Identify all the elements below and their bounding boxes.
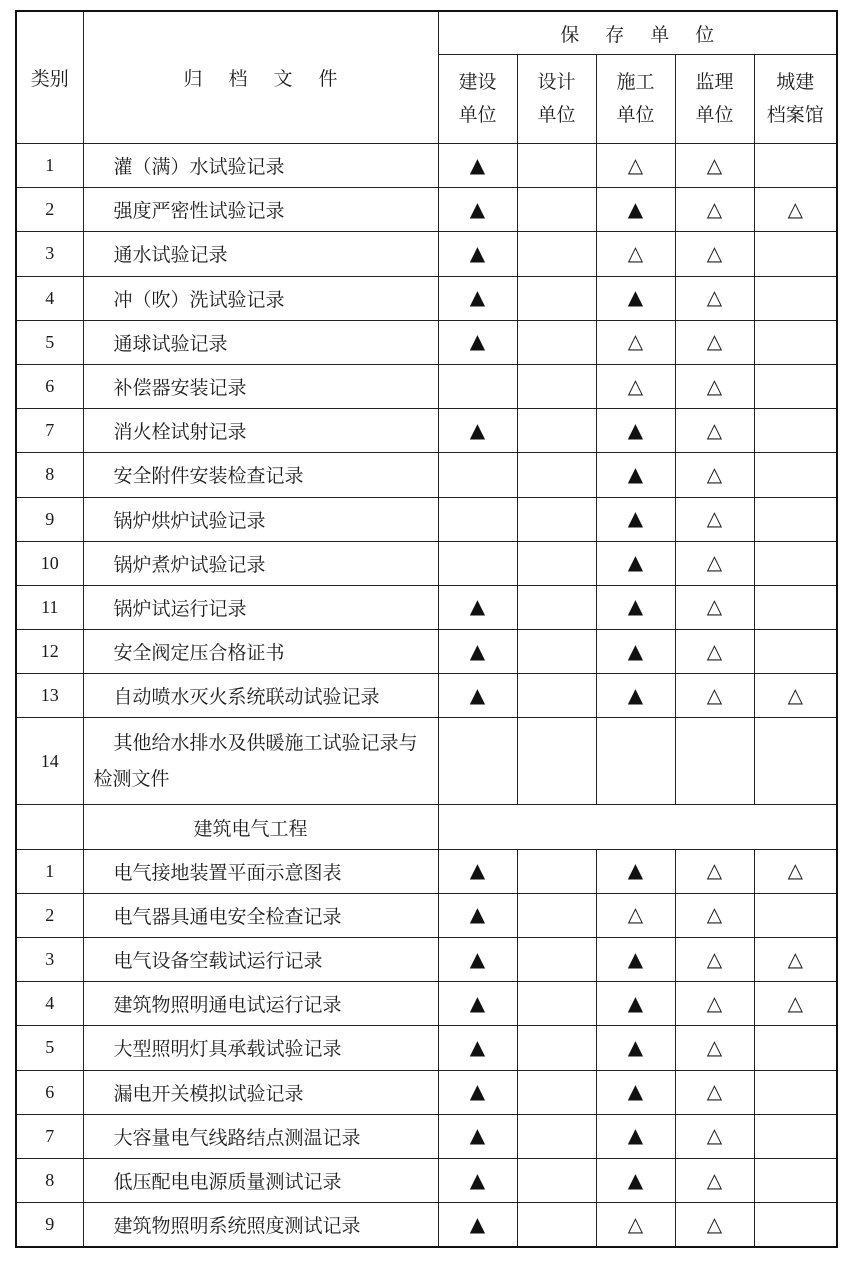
document-name: 冲（吹）洗试验记录 [83, 276, 438, 320]
mark-cell [754, 144, 837, 188]
row-number: 1 [16, 144, 83, 188]
mark-cell [675, 364, 754, 408]
document-name: 安全阀定压合格证书 [83, 630, 438, 674]
row-number: 4 [16, 982, 83, 1026]
table-row [16, 144, 837, 188]
unit-header-line1: 设计 [537, 71, 576, 93]
filled-triangle-icon: ▲ [627, 990, 644, 1015]
document-name: 补偿器安装记录 [83, 364, 438, 408]
row-number: 2 [16, 188, 83, 232]
hollow-triangle-icon: △ [706, 550, 723, 575]
hollow-triangle-icon: △ [787, 196, 803, 221]
filled-triangle-icon: ▲ [469, 682, 486, 707]
mark-cell [438, 409, 517, 453]
mark-cell [675, 453, 754, 497]
mark-cell [438, 938, 517, 982]
mark-cell [596, 982, 675, 1026]
mark-cell [596, 718, 675, 805]
mark-cell [596, 453, 675, 497]
table-row [16, 718, 837, 805]
mark-cell [517, 188, 596, 232]
mark-cell [754, 364, 837, 408]
filled-triangle-icon: ▲ [469, 329, 486, 354]
filled-triangle-icon: ▲ [627, 417, 644, 442]
mark-cell [517, 364, 596, 408]
filled-triangle-icon: ▲ [627, 946, 644, 971]
filled-triangle-icon: ▲ [469, 152, 486, 177]
filled-triangle-icon: ▲ [469, 858, 486, 883]
mark-cell [675, 232, 754, 276]
mark-cell [596, 188, 675, 232]
table-row [16, 630, 837, 674]
mark-cell [596, 541, 675, 585]
mark-cell [517, 320, 596, 364]
mark-cell [438, 1158, 517, 1202]
hollow-triangle-icon: △ [706, 1079, 723, 1104]
row-number: 13 [16, 674, 83, 718]
mark-cell [675, 1203, 754, 1248]
mark-cell [754, 409, 837, 453]
table-row [16, 1158, 837, 1202]
hollow-triangle-icon: △ [787, 682, 803, 707]
mark-cell [754, 1026, 837, 1070]
mark-cell [596, 1158, 675, 1202]
hollow-triangle-icon: △ [627, 240, 644, 265]
unit-header-line1: 城建 [776, 71, 815, 93]
mark-cell [675, 1070, 754, 1114]
document-name: 安全附件安装检查记录 [83, 453, 438, 497]
mark-cell [675, 497, 754, 541]
mark-cell [754, 453, 837, 497]
hollow-triangle-icon: △ [627, 329, 644, 354]
table-header [16, 11, 837, 144]
mark-cell [754, 982, 837, 1026]
row-number: 4 [16, 276, 83, 320]
mark-cell [517, 982, 596, 1026]
unit-header-line1: 建设 [458, 71, 497, 93]
unit-header-line2: 单位 [616, 104, 655, 126]
table-row [16, 1114, 837, 1158]
hollow-triangle-icon: △ [706, 990, 723, 1015]
row-number: 5 [16, 320, 83, 364]
mark-cell [754, 674, 837, 718]
filled-triangle-icon: ▲ [627, 858, 644, 883]
document-name: 通球试验记录 [83, 320, 438, 364]
hollow-triangle-icon: △ [627, 373, 644, 398]
unit-header-0 [438, 55, 517, 144]
hollow-triangle-icon: △ [706, 902, 723, 927]
hollow-triangle-icon: △ [627, 902, 644, 927]
mark-cell [596, 585, 675, 629]
table-row [16, 497, 837, 541]
row-number: 1 [16, 849, 83, 893]
table-row [16, 320, 837, 364]
row-number: 9 [16, 497, 83, 541]
mark-cell [517, 893, 596, 937]
document-name: 锅炉烘炉试验记录 [83, 497, 438, 541]
mark-cell [754, 541, 837, 585]
mark-cell [596, 409, 675, 453]
row-number: 6 [16, 1070, 83, 1114]
mark-cell [517, 497, 596, 541]
hollow-triangle-icon: △ [787, 858, 803, 883]
mark-cell [438, 1114, 517, 1158]
mark-cell [517, 1114, 596, 1158]
mark-cell [754, 718, 837, 805]
hollow-triangle-icon: △ [787, 990, 803, 1015]
row-number: 9 [16, 1203, 83, 1248]
hollow-triangle-icon: △ [706, 594, 723, 619]
row-number: 10 [16, 541, 83, 585]
hollow-triangle-icon: △ [706, 152, 723, 177]
mark-cell [675, 1158, 754, 1202]
mark-cell [675, 409, 754, 453]
mark-cell [754, 188, 837, 232]
hollow-triangle-icon: △ [627, 152, 644, 177]
mark-cell [675, 718, 754, 805]
mark-cell [438, 188, 517, 232]
mark-cell [754, 1203, 837, 1248]
row-number: 3 [16, 938, 83, 982]
table-row [16, 585, 837, 629]
mark-cell [517, 849, 596, 893]
table-row [16, 541, 837, 585]
mark-cell [438, 982, 517, 1026]
mark-cell [517, 1158, 596, 1202]
mark-cell [754, 849, 837, 893]
mark-cell [438, 320, 517, 364]
mark-cell [754, 893, 837, 937]
hollow-triangle-icon: △ [706, 638, 723, 663]
mark-cell [596, 849, 675, 893]
mark-cell [754, 320, 837, 364]
mark-cell [517, 409, 596, 453]
mark-cell [517, 938, 596, 982]
document-header: 归档文件 [83, 11, 438, 144]
hollow-triangle-icon: △ [706, 858, 723, 883]
filled-triangle-icon: ▲ [469, 1079, 486, 1104]
table-row [16, 188, 837, 232]
row-number: 14 [16, 718, 83, 805]
mark-cell [517, 1203, 596, 1248]
hollow-triangle-icon: △ [706, 285, 723, 310]
mark-cell [596, 320, 675, 364]
mark-cell [596, 276, 675, 320]
filled-triangle-icon: ▲ [627, 1034, 644, 1059]
row-number: 7 [16, 1114, 83, 1158]
document-name: 锅炉试运行记录 [83, 585, 438, 629]
table-row [16, 849, 837, 893]
mark-cell [438, 497, 517, 541]
filled-triangle-icon: ▲ [627, 682, 644, 707]
empty-cell [438, 805, 837, 849]
hollow-triangle-icon: △ [706, 682, 723, 707]
document-name: 大型照明灯具承载试验记录 [83, 1026, 438, 1070]
filled-triangle-icon: ▲ [469, 902, 486, 927]
hollow-triangle-icon: △ [706, 240, 723, 265]
filled-triangle-icon: ▲ [469, 196, 486, 221]
hollow-triangle-icon: △ [706, 417, 723, 442]
filled-triangle-icon: ▲ [469, 1123, 486, 1148]
mark-cell [596, 144, 675, 188]
filled-triangle-icon: ▲ [627, 1167, 644, 1192]
mark-cell [517, 541, 596, 585]
mark-cell [438, 453, 517, 497]
row-number: 11 [16, 585, 83, 629]
mark-cell [596, 893, 675, 937]
hollow-triangle-icon: △ [706, 329, 723, 354]
document-name: 灌（满）水试验记录 [83, 144, 438, 188]
mark-cell [754, 276, 837, 320]
mark-cell [675, 674, 754, 718]
mark-cell [438, 1203, 517, 1248]
mark-cell [517, 453, 596, 497]
mark-cell [596, 1203, 675, 1248]
mark-cell [754, 1114, 837, 1158]
mark-cell [596, 364, 675, 408]
mark-cell [596, 674, 675, 718]
filled-triangle-icon: ▲ [469, 1034, 486, 1059]
filled-triangle-icon: ▲ [469, 1167, 486, 1192]
filled-triangle-icon: ▲ [627, 196, 644, 221]
hollow-triangle-icon: △ [706, 1034, 723, 1059]
filled-triangle-icon: ▲ [627, 285, 644, 310]
table-row [16, 674, 837, 718]
mark-cell [517, 585, 596, 629]
mark-cell [438, 630, 517, 674]
unit-header-line1: 施工 [616, 71, 655, 93]
row-number: 12 [16, 630, 83, 674]
filled-triangle-icon: ▲ [469, 285, 486, 310]
hollow-triangle-icon: △ [706, 373, 723, 398]
mark-cell [754, 497, 837, 541]
mark-cell [675, 188, 754, 232]
mark-cell [438, 1026, 517, 1070]
table-row [16, 1070, 837, 1114]
mark-cell [675, 585, 754, 629]
document-name: 其他给水排水及供暖施工试验记录与检测文件 [83, 718, 438, 805]
mark-cell [438, 718, 517, 805]
empty-cell [16, 805, 83, 849]
mark-cell [754, 938, 837, 982]
table-row [16, 364, 837, 408]
mark-cell [596, 630, 675, 674]
row-number: 3 [16, 232, 83, 276]
hollow-triangle-icon: △ [787, 946, 803, 971]
mark-cell [438, 585, 517, 629]
section-title: 建筑电气工程 [83, 805, 438, 849]
mark-cell [675, 849, 754, 893]
document-name: 锅炉煮炉试验记录 [83, 541, 438, 585]
mark-cell [438, 674, 517, 718]
table-row [16, 409, 837, 453]
archive-table [15, 10, 838, 1248]
filled-triangle-icon: ▲ [469, 594, 486, 619]
mark-cell [596, 938, 675, 982]
filled-triangle-icon: ▲ [469, 946, 486, 971]
filled-triangle-icon: ▲ [469, 240, 486, 265]
filled-triangle-icon: ▲ [627, 461, 644, 486]
table-row [16, 232, 837, 276]
filled-triangle-icon: ▲ [469, 417, 486, 442]
unit-header-line2: 档案馆 [766, 104, 824, 126]
storage-unit-header: 保存单位 [438, 11, 837, 55]
unit-header-3 [675, 55, 754, 144]
mark-cell [675, 1114, 754, 1158]
hollow-triangle-icon: △ [706, 506, 723, 531]
table-row [16, 453, 837, 497]
mark-cell [675, 541, 754, 585]
unit-header-4 [754, 55, 837, 144]
unit-header-2 [596, 55, 675, 144]
mark-cell [596, 1026, 675, 1070]
mark-cell [438, 232, 517, 276]
mark-cell [754, 585, 837, 629]
mark-cell [596, 497, 675, 541]
table-row [16, 938, 837, 982]
filled-triangle-icon: ▲ [469, 1211, 486, 1236]
hollow-triangle-icon: △ [706, 461, 723, 486]
document-name: 电气接地装置平面示意图表 [83, 849, 438, 893]
mark-cell [754, 232, 837, 276]
table-row [16, 1203, 837, 1248]
mark-cell [675, 276, 754, 320]
row-number: 5 [16, 1026, 83, 1070]
mark-cell [754, 1070, 837, 1114]
row-number: 2 [16, 893, 83, 937]
mark-cell [675, 982, 754, 1026]
row-number: 8 [16, 1158, 83, 1202]
row-number: 6 [16, 364, 83, 408]
document-name: 消火栓试射记录 [83, 409, 438, 453]
table-row [16, 276, 837, 320]
mark-cell [675, 893, 754, 937]
unit-header-line2: 单位 [537, 104, 576, 126]
document-name: 建筑物照明系统照度测试记录 [83, 1203, 438, 1248]
document-name: 电气器具通电安全检查记录 [83, 893, 438, 937]
filled-triangle-icon: ▲ [627, 506, 644, 531]
mark-cell [754, 630, 837, 674]
mark-cell [438, 276, 517, 320]
hollow-triangle-icon: △ [706, 1167, 723, 1192]
document-name: 建筑物照明通电试运行记录 [83, 982, 438, 1026]
filled-triangle-icon: ▲ [627, 550, 644, 575]
mark-cell [517, 674, 596, 718]
category-header: 类别 [16, 11, 83, 144]
mark-cell [596, 1114, 675, 1158]
filled-triangle-icon: ▲ [469, 990, 486, 1015]
mark-cell [438, 1070, 517, 1114]
table-row [16, 982, 837, 1026]
mark-cell [438, 541, 517, 585]
hollow-triangle-icon: △ [706, 196, 723, 221]
mark-cell [438, 144, 517, 188]
mark-cell [517, 276, 596, 320]
filled-triangle-icon: ▲ [627, 1123, 644, 1148]
document-name: 自动喷水灭火系统联动试验记录 [83, 674, 438, 718]
unit-header-1 [517, 55, 596, 144]
document-name: 低压配电电源质量测试记录 [83, 1158, 438, 1202]
filled-triangle-icon: ▲ [469, 638, 486, 663]
row-number: 8 [16, 453, 83, 497]
mark-cell [754, 1158, 837, 1202]
document-name: 通水试验记录 [83, 232, 438, 276]
document-name: 漏电开关模拟试验记录 [83, 1070, 438, 1114]
filled-triangle-icon: ▲ [627, 594, 644, 619]
mark-cell [517, 1026, 596, 1070]
table-body [16, 144, 837, 1248]
unit-header-line2: 单位 [695, 104, 734, 126]
document-name: 电气设备空载试运行记录 [83, 938, 438, 982]
mark-cell [517, 144, 596, 188]
mark-cell [517, 232, 596, 276]
table-row [16, 893, 837, 937]
mark-cell [517, 1070, 596, 1114]
mark-cell [438, 364, 517, 408]
document-name: 强度严密性试验记录 [83, 188, 438, 232]
mark-cell [675, 320, 754, 364]
hollow-triangle-icon: △ [706, 946, 723, 971]
mark-cell [438, 849, 517, 893]
mark-cell [675, 630, 754, 674]
row-number: 7 [16, 409, 83, 453]
hollow-triangle-icon: △ [706, 1211, 723, 1236]
mark-cell [517, 718, 596, 805]
mark-cell [596, 1070, 675, 1114]
hollow-triangle-icon: △ [627, 1211, 644, 1236]
mark-cell [675, 1026, 754, 1070]
mark-cell [517, 630, 596, 674]
section-row [16, 805, 837, 849]
table-row [16, 1026, 837, 1070]
filled-triangle-icon: ▲ [627, 1079, 644, 1104]
mark-cell [675, 144, 754, 188]
unit-header-line1: 监理 [695, 71, 734, 93]
document-name: 大容量电气线路结点测温记录 [83, 1114, 438, 1158]
mark-cell [438, 893, 517, 937]
mark-cell [596, 232, 675, 276]
unit-header-line2: 单位 [458, 104, 497, 126]
hollow-triangle-icon: △ [706, 1123, 723, 1148]
filled-triangle-icon: ▲ [627, 638, 644, 663]
mark-cell [675, 938, 754, 982]
